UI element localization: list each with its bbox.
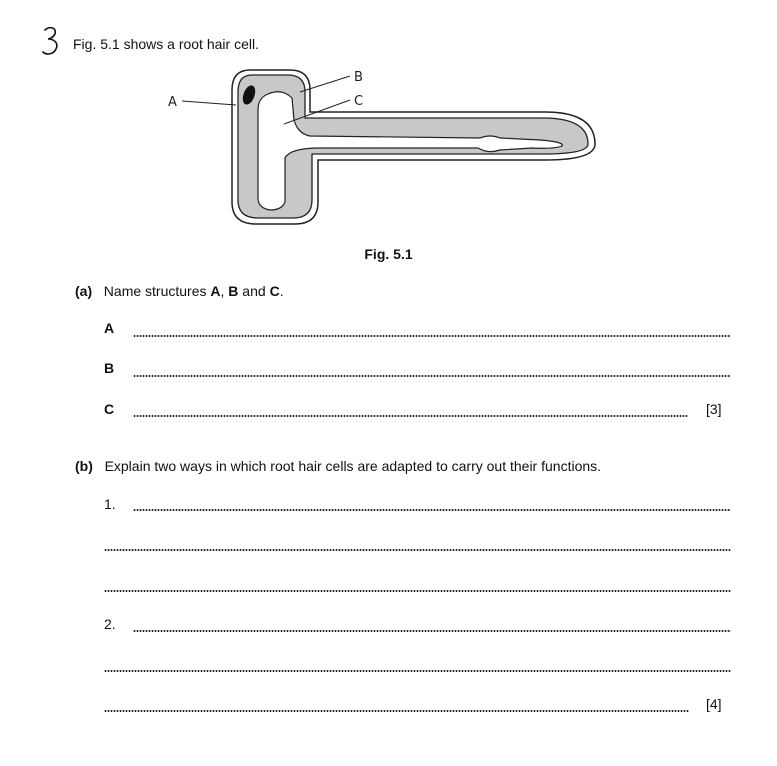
diagram-label-a: A [168,95,177,110]
diagram-label-c: C [354,94,364,109]
answer-line-1c[interactable] [104,590,731,592]
handwritten-number [40,24,64,58]
answer-line-2b[interactable] [104,670,731,672]
answer-line-c[interactable] [133,415,688,417]
part-a-text: Name structures [103,283,211,299]
answer-line-1b[interactable] [104,549,731,551]
answer-line-2a[interactable] [133,630,731,632]
part-b-text: Explain two ways in which root hair cells are adapted to carry out their functions. [104,458,602,474]
answer-line-a[interactable] [133,335,731,337]
answer-label-a: A [104,320,115,336]
part-a-sep2: and [238,283,270,299]
part-a-marks: [3] [706,401,722,417]
part-b-prompt [75,458,601,474]
diagram-label-b: B [354,70,363,85]
answer-line-b[interactable] [133,375,731,377]
part-a-sep1: , [220,283,229,299]
part-b-label: (b) [75,458,93,474]
structure-a: A [210,283,221,299]
figure-caption: Fig. 5.1 [364,246,413,262]
part-b-marks: [4] [706,696,722,712]
answer-line-2c[interactable] [104,710,689,712]
part-a-end: . [279,283,284,299]
answer-line-1a[interactable] [133,509,731,511]
answer-number-2: 2. [104,616,116,632]
answer-label-c: C [104,401,115,417]
root-hair-cell-diagram [160,62,610,232]
answer-label-b: B [104,360,115,376]
label-line-a [182,101,236,105]
answer-number-1: 1. [104,496,116,512]
question-intro: Fig. 5.1 shows a root hair cell. [73,36,259,52]
structure-b: B [228,283,239,299]
question-number [40,24,64,58]
part-a-prompt [75,283,284,299]
structure-c: C [269,283,280,299]
part-a-label: (a) [75,283,93,299]
